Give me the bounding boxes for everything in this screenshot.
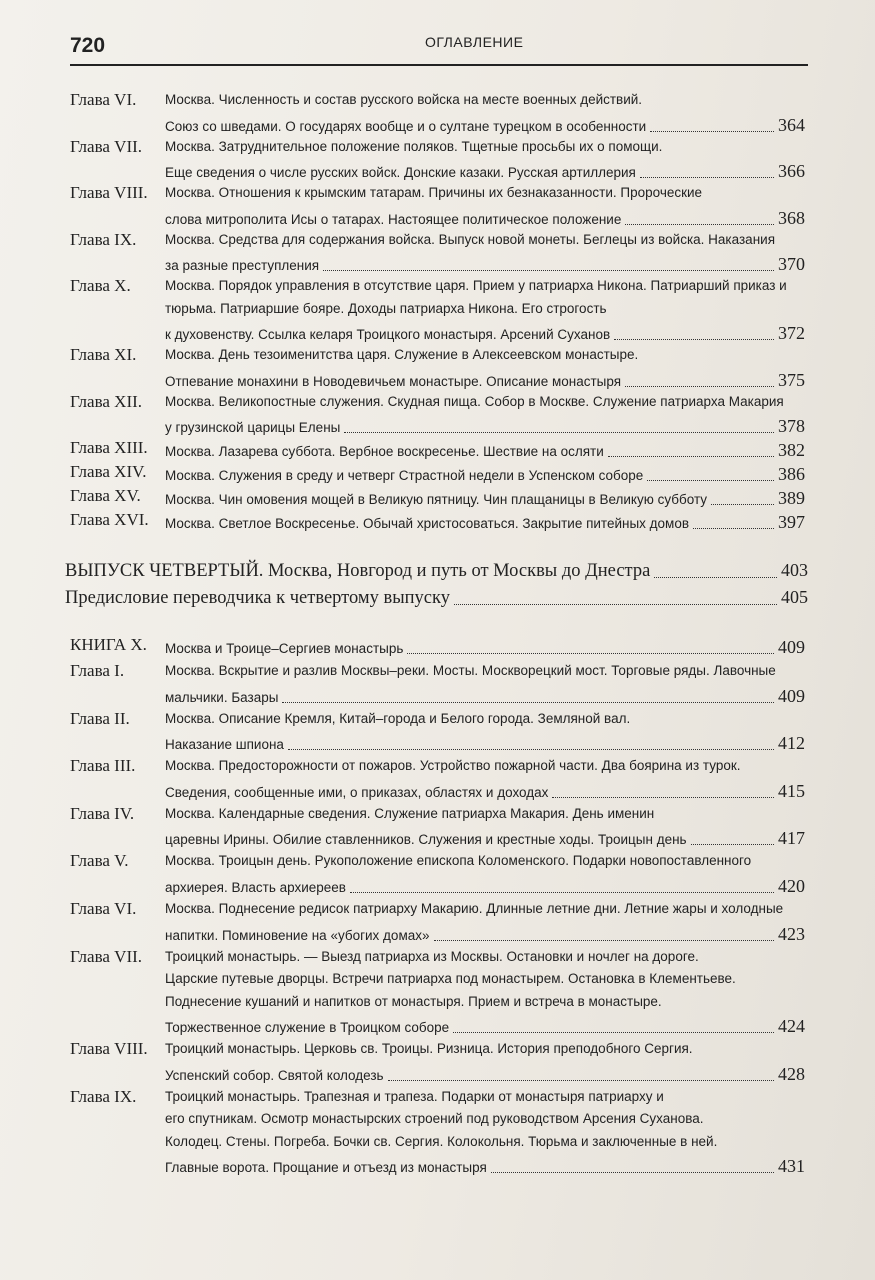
- chapter-text: его спутникам. Осмотр монастырских строений под руководством Арсения Суханова.: [165, 1111, 704, 1127]
- chapter-page-number: 428: [778, 1063, 805, 1084]
- dot-leader: [691, 844, 774, 845]
- dot-leader: [608, 456, 774, 457]
- chapter-text: Москва. Служения в среду и четверг Страстной недели в Успенском соборе: [165, 468, 644, 483]
- chapter-text: мальчики. Базары: [165, 689, 279, 705]
- chapter-text: Москва. Описание Кремля, Китай–города и Белого города. Земляной вал.: [165, 710, 631, 726]
- book-page-number: 409: [778, 637, 805, 657]
- dot-leader: [640, 177, 774, 178]
- chapter-line: [165, 347, 805, 362]
- chapter-text: Главные ворота. Прощание и отъезд из монастыря: [165, 1160, 487, 1176]
- dot-leader: [614, 339, 774, 340]
- chapter-text: Москва. Троицын день. Рукоположение епископа Коломенского. Подарки новопоставленного: [165, 853, 752, 869]
- chapter-page-number: 382: [778, 440, 805, 460]
- book-text: Москва и Троице–Сергиев монастырь: [165, 641, 404, 656]
- chapter-line: [165, 1111, 805, 1126]
- dot-leader: [454, 604, 777, 605]
- page-number: 720: [70, 34, 106, 57]
- chapter-page-number: 366: [778, 161, 805, 181]
- chapter-line: [165, 949, 805, 964]
- chapter-line: [165, 161, 805, 182]
- chapter-text: Колодец. Стены. Погреба. Бочки св. Сергия. Колокольня. Тюрьма и заключенные в ней.: [165, 1133, 718, 1149]
- chapter-label: Глава XV.: [70, 486, 141, 505]
- chapter-text: за разные преступления: [165, 258, 320, 273]
- page-header: [70, 30, 808, 70]
- chapter-label: Глава X.: [70, 276, 131, 295]
- chapter-line: [165, 232, 805, 247]
- chapter-page-number: 372: [778, 323, 805, 343]
- chapter-page-number: 412: [778, 733, 805, 754]
- chapter-text: Сведения, сообщенные ими, о приказах, областях и доходах: [165, 784, 549, 800]
- chapter-line: [165, 806, 805, 821]
- chapter-text: царевны Ирины. Обилие ставленников. Служения и крестные ходы. Троицын день: [165, 832, 687, 848]
- chapter-label: Глава XIV.: [70, 462, 147, 481]
- book-label: КНИГА Х.: [70, 635, 147, 654]
- chapter-text: Троицкий монастырь. Церковь св. Троицы. Ризница. История преподобного Сергия.: [165, 1041, 693, 1057]
- chapter-label: Глава XI.: [70, 345, 137, 364]
- chapter-label: Глава VI.: [70, 899, 137, 918]
- chapter-label: Глава II.: [70, 708, 130, 728]
- chapter-text: Наказание шпиона: [165, 737, 284, 753]
- chapter-text: у грузинской царицы Елены: [165, 420, 341, 435]
- dot-leader: [693, 528, 774, 529]
- chapter-line: [165, 323, 805, 344]
- part-title-line: [65, 560, 808, 582]
- chapter-line: [165, 711, 805, 726]
- chapter-text: Успенский собор. Святой колодезь: [165, 1067, 384, 1083]
- chapter-label: Глава IX.: [70, 229, 137, 249]
- chapter-line: [165, 1134, 805, 1149]
- chapter-line: [165, 1016, 805, 1037]
- chapter-label: Глава III.: [70, 756, 136, 776]
- chapter-line: [165, 1064, 805, 1085]
- dot-leader: [350, 892, 774, 893]
- chapter-page-number: 409: [778, 685, 805, 706]
- dot-leader: [453, 1032, 774, 1033]
- dot-leader: [647, 480, 774, 481]
- chapter-line: [165, 185, 805, 200]
- chapter-line: [165, 512, 805, 533]
- chapter-text: Москва. Вскрытие и разлив Москвы–реки. Мосты. Москворецкий мост. Торговые ряды. Лавочные: [165, 663, 776, 678]
- chapter-line: [165, 733, 805, 754]
- chapter-line: [165, 440, 805, 461]
- chapter-label: Глава V.: [70, 851, 129, 871]
- chapter-line: [165, 781, 805, 802]
- chapter-line: [165, 416, 805, 437]
- chapter-line: [165, 208, 805, 229]
- chapter-label: Глава I.: [70, 661, 125, 680]
- dot-leader: [625, 224, 774, 225]
- chapter-line: [165, 1089, 805, 1104]
- dot-leader: [288, 749, 774, 750]
- preface-page-number: 405: [781, 587, 808, 607]
- dot-leader: [344, 432, 774, 433]
- chapter-text: Москва. Отношения к крымским татарам. Причины их безнаказанности. Пророческие: [165, 185, 703, 200]
- chapter-line: [165, 971, 805, 986]
- chapter-page-number: 368: [778, 207, 805, 228]
- chapter-page-number: 375: [778, 369, 805, 390]
- chapter-text: Москва. Чин омовения мощей в Великую пятницу. Чин плащаницы в Великую субботу: [165, 492, 708, 507]
- header-rule: [70, 64, 808, 66]
- chapter-text: Москва. Календарные сведения. Служение патриарха Макария. День именин: [165, 805, 655, 821]
- chapter-label: Глава IX.: [70, 1086, 137, 1106]
- chapter-page-number: 389: [778, 488, 805, 508]
- dot-leader: [434, 940, 775, 941]
- dot-leader: [654, 577, 777, 578]
- chapter-label: Глава IV.: [70, 803, 135, 823]
- chapter-text: Москва. Предосторожности от пожаров. Устройство пожарной части. Два боярина из турок.: [165, 758, 741, 774]
- chapter-line: [165, 924, 805, 945]
- chapter-text: напитки. Поминовение на «убогих домах»: [165, 927, 430, 943]
- part-title-page-number: 403: [781, 560, 808, 580]
- chapter-text: Москва. Средства для содержания войска. Выпуск новой монеты. Беглецы из войска. Наказания: [165, 231, 775, 247]
- chapter-text: Царские путевые дворцы. Встречи патриарха под монастырем. Остановка в Клементьеве.: [165, 971, 736, 987]
- chapter-text: Москва. Светлое Воскресенье. Обычай христосоваться. Закрытие питейных домов: [165, 516, 690, 531]
- preface-line: [65, 587, 808, 609]
- dot-leader: [388, 1080, 774, 1081]
- chapter-text: Москва. Порядок управления в отсутствие царя. Прием у патриарха Никона. Патриарший приказ и: [165, 278, 787, 293]
- dot-leader: [407, 653, 774, 654]
- chapter-text: Москва. День тезоименитства царя. Служение в Алексеевском монастыре.: [165, 347, 639, 362]
- chapter-page-number: 420: [778, 875, 805, 896]
- part-title-text: ВЫПУСК ЧЕТВЕРТЫЙ. Москва, Новгород и путь от Москвы до Днестра: [65, 561, 651, 581]
- preface-text: Предисловие переводчика к четвертому выпуску: [65, 588, 450, 608]
- chapter-text: Москва. Поднесение редисок патриарху Макарию. Длинные летние дни. Летние жары и холодные: [165, 901, 784, 916]
- chapter-line: [165, 828, 805, 849]
- chapter-text: к духовенству. Ссылка келаря Троицкого монастыря. Арсений Суханов: [165, 327, 611, 342]
- chapter-line: [165, 115, 805, 136]
- chapter-line: [165, 139, 805, 154]
- chapter-text: Москва. Великопостные служения. Скудная пища. Собор в Москве. Служение патриарха Макария: [165, 393, 784, 409]
- chapter-label: Глава VII.: [70, 136, 143, 156]
- chapter-page-number: 386: [778, 464, 805, 484]
- chapter-page-number: 424: [778, 1016, 805, 1037]
- chapter-line: [165, 92, 805, 107]
- chapter-line: [165, 301, 805, 316]
- chapter-label: Глава XII.: [70, 391, 143, 411]
- chapter-label: Глава VII.: [70, 946, 143, 966]
- chapter-line: [165, 876, 805, 897]
- chapter-page-number: 415: [778, 780, 805, 801]
- dot-leader: [491, 1172, 774, 1173]
- chapter-line: [165, 994, 805, 1009]
- chapter-text: Москва. Численность и состав русского войска на месте военных действий.: [165, 92, 643, 107]
- chapter-text: Троицкий монастырь. — Выезд патриарха из Москвы. Остановки и ночлег на дороге.: [165, 948, 699, 964]
- dot-leader: [282, 702, 774, 703]
- chapter-text: Москва. Лазарева суббота. Вербное воскресенье. Шествие на осляти: [165, 444, 604, 459]
- chapter-text: Торжественное служение в Троицком соборе: [165, 1020, 450, 1036]
- chapter-text: Союз со шведами. О государях вообще и о султане турецком в особенности: [165, 118, 647, 134]
- chapter-line: [165, 278, 805, 293]
- chapter-text: Поднесение кушаний и напитков от монастыря. Прием и встреча в монастыре.: [165, 993, 662, 1009]
- book-line: [165, 637, 805, 658]
- dot-leader: [650, 131, 774, 132]
- chapter-text: тюрьма. Патриаршие бояре. Доходы патриарха Никона. Его строгость: [165, 300, 607, 316]
- chapter-label: Глава XIII.: [70, 438, 148, 457]
- chapter-page-number: 431: [778, 1156, 805, 1177]
- chapter-label: Глава VIII.: [70, 1039, 148, 1059]
- chapter-text: Троицкий монастырь. Трапезная и трапеза. Подарки от монастыря патриарху и: [165, 1088, 664, 1104]
- chapter-page-number: 370: [778, 254, 805, 274]
- chapter-line: [165, 853, 805, 868]
- chapter-line: [165, 1156, 805, 1177]
- chapter-line: [165, 394, 805, 409]
- chapter-line: [165, 488, 805, 509]
- chapter-page-number: 417: [778, 828, 805, 849]
- chapter-label: Глава VI.: [70, 90, 137, 109]
- chapter-page-number: 423: [778, 923, 805, 944]
- chapter-line: [165, 464, 805, 485]
- chapter-line: [165, 686, 805, 707]
- chapter-label: Глава XVI.: [70, 510, 149, 529]
- chapter-line: [165, 663, 805, 678]
- chapter-text: Еще сведения о числе русских войск. Донские казаки. Русская артиллерия: [165, 165, 636, 180]
- chapter-page-number: 378: [778, 416, 805, 436]
- dot-leader: [625, 386, 774, 387]
- chapter-line: [165, 758, 805, 773]
- chapter-label: Глава VIII.: [70, 183, 148, 202]
- chapter-line: [165, 370, 805, 391]
- chapter-text: Москва. Затруднительное положение поляков. Тщетные просьбы их о помощи.: [165, 138, 663, 154]
- dot-leader: [711, 504, 774, 505]
- chapter-line: [165, 254, 805, 275]
- running-title: ОГЛАВЛЕНИЕ: [425, 34, 524, 50]
- chapter-text: архиерея. Власть архиереев: [165, 879, 346, 895]
- chapter-text: Отпевание монахини в Новодевичьем монастыре. Описание монастыря: [165, 373, 622, 389]
- chapter-line: [165, 1041, 805, 1056]
- chapter-page-number: 397: [778, 512, 805, 532]
- chapter-text: слова митрополита Исы о татарах. Настоящее политическое положение: [165, 211, 622, 227]
- dot-leader: [552, 797, 774, 798]
- chapter-page-number: 364: [778, 114, 805, 135]
- dot-leader: [323, 270, 774, 271]
- chapter-line: [165, 901, 805, 916]
